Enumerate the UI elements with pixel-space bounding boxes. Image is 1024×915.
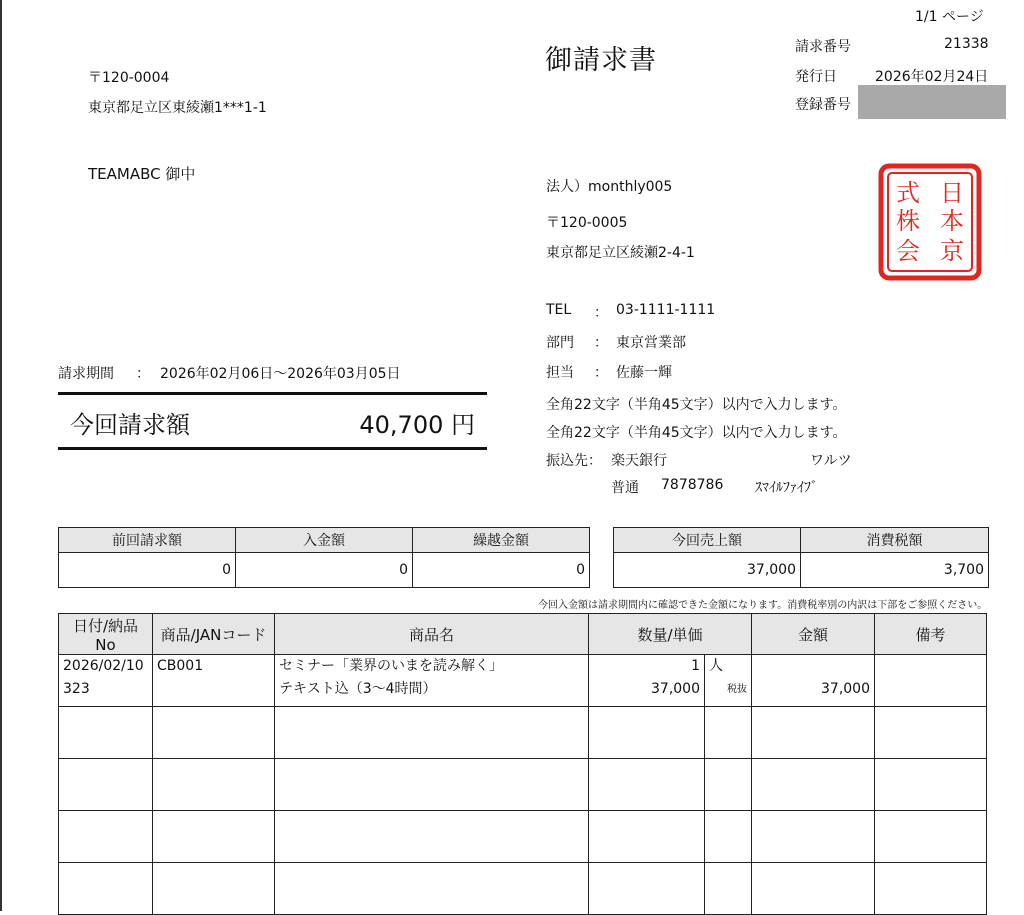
current-sales-header: 今回売上額 (614, 528, 801, 553)
summary-note: 今回入金額は請求期間内に確認できた金額になります。消費税率別の内訳は下部をご参照ください。 (538, 600, 988, 611)
dept-sep: ： (594, 335, 608, 351)
table-row (59, 863, 987, 915)
dept-label: 部門 (546, 335, 574, 351)
item-qty-unit: 人 (709, 658, 723, 674)
company-seal-stamp (878, 163, 982, 285)
account-type: 普通 (611, 480, 639, 496)
svg-text:本: 本 (940, 207, 964, 235)
invoice-no: 21338 (944, 36, 989, 52)
contact-label: 担当 (546, 365, 574, 381)
tel-value: 03-1111-1111 (616, 302, 716, 318)
svg-text:株: 株 (896, 207, 920, 235)
item-unit-cell (705, 655, 752, 707)
col-qty-header: 数量/単価 (589, 614, 752, 655)
consumption-tax-value: 3,700 (801, 553, 989, 588)
billing-period-label: 請求期間 (58, 366, 114, 382)
item-tax-note: 税抜 (727, 684, 747, 695)
page-left-border (0, 0, 2, 911)
items-table (58, 613, 987, 915)
recipient-address: 東京都足立区東綾瀬1***1-1 (88, 100, 267, 116)
total-amount-number: 40,700 (359, 411, 444, 439)
col-amount-header: 金額 (752, 614, 875, 655)
contact-sep: ： (594, 365, 608, 381)
total-amount-label: 今回請求額 (70, 411, 190, 439)
bank-branch: ワルツ (810, 453, 852, 469)
item-remark-cell (875, 655, 987, 707)
payment-received-header: 入金額 (236, 528, 413, 553)
tel-sep: ： (594, 305, 608, 321)
item-date: 2026/02/10 (63, 658, 144, 674)
svg-text:京: 京 (940, 237, 964, 265)
item-date-cell (59, 655, 153, 707)
issuer-postal: 〒120-0005 (546, 215, 628, 231)
col-code-header: 商品/JANコード (153, 614, 275, 655)
registration-redaction (858, 85, 1006, 119)
dept-value: 東京営業部 (616, 335, 686, 351)
carryover-header: 繰越金額 (413, 528, 590, 553)
total-amount-value (359, 405, 475, 440)
summary-right-table (613, 527, 989, 588)
item-amount-cell (752, 655, 875, 707)
total-amount-box (58, 392, 487, 450)
billing-period-value: 2026年02月06日～2026年03月05日 (160, 366, 401, 382)
carryover-value: 0 (413, 553, 590, 588)
svg-text:日: 日 (940, 179, 964, 207)
item-unit-price: 37,000 (651, 681, 700, 697)
consumption-tax-header: 消費税額 (801, 528, 989, 553)
bank-name: 楽天銀行 (611, 453, 667, 469)
issuer-company: 法人）monthly005 (546, 179, 673, 195)
item-name-cell (275, 655, 589, 707)
col-name-header: 商品名 (275, 614, 589, 655)
tel-label: TEL (546, 302, 572, 318)
issuer-note-2: 全角22文字（半角45文字）以内で入力します。 (546, 425, 847, 441)
recipient-postal: 〒120-0004 (88, 70, 170, 86)
document-title: 御請求書 (545, 45, 657, 76)
issuer-address: 東京都足立区綾瀬2-4-1 (546, 245, 695, 261)
billing-period-sep: ： (136, 366, 150, 382)
total-amount-unit: 円 (451, 411, 475, 439)
registration-label: 登録番号 (795, 97, 851, 113)
recipient-name: TEAMABC 御中 (88, 165, 196, 183)
svg-text:式: 式 (896, 179, 920, 207)
table-row (59, 707, 987, 759)
summary-left-table (58, 527, 590, 588)
invoice-no-label: 請求番号 (795, 39, 851, 55)
item-qty-cell (589, 655, 705, 707)
item-qty: 1 (691, 658, 700, 674)
account-number: 7878786 (661, 477, 724, 493)
item-name-line2: テキスト込（3～4時間） (279, 681, 437, 697)
current-sales-value: 37,000 (614, 553, 801, 588)
col-date-header: 日付/納品No (59, 614, 153, 655)
issuer-note-1: 全角22文字（半角45文字）以内で入力します。 (546, 397, 847, 413)
page-indicator: 1/1 ページ (915, 9, 984, 25)
svg-text:会: 会 (896, 237, 920, 265)
account-holder: ｽﾏｲﾙﾌｧｲﾌﾞ (755, 480, 818, 496)
table-row (59, 655, 987, 707)
bank-label: 振込先： (546, 453, 602, 469)
item-amount: 37,000 (821, 681, 870, 697)
payment-received-value: 0 (236, 553, 413, 588)
prev-billing-value: 0 (59, 553, 236, 588)
prev-billing-header: 前回請求額 (59, 528, 236, 553)
col-remark-header: 備考 (875, 614, 987, 655)
item-delivery-no: 323 (63, 681, 90, 697)
table-row (59, 759, 987, 811)
item-code-cell (153, 655, 275, 707)
issue-date-label: 発行日 (795, 69, 837, 85)
table-row (59, 811, 987, 863)
issue-date: 2026年02月24日 (875, 69, 989, 85)
contact-value: 佐藤一輝 (616, 365, 672, 381)
item-code: CB001 (157, 658, 204, 674)
item-name-line1: セミナー「業界のいまを読み解く」 (279, 658, 503, 674)
